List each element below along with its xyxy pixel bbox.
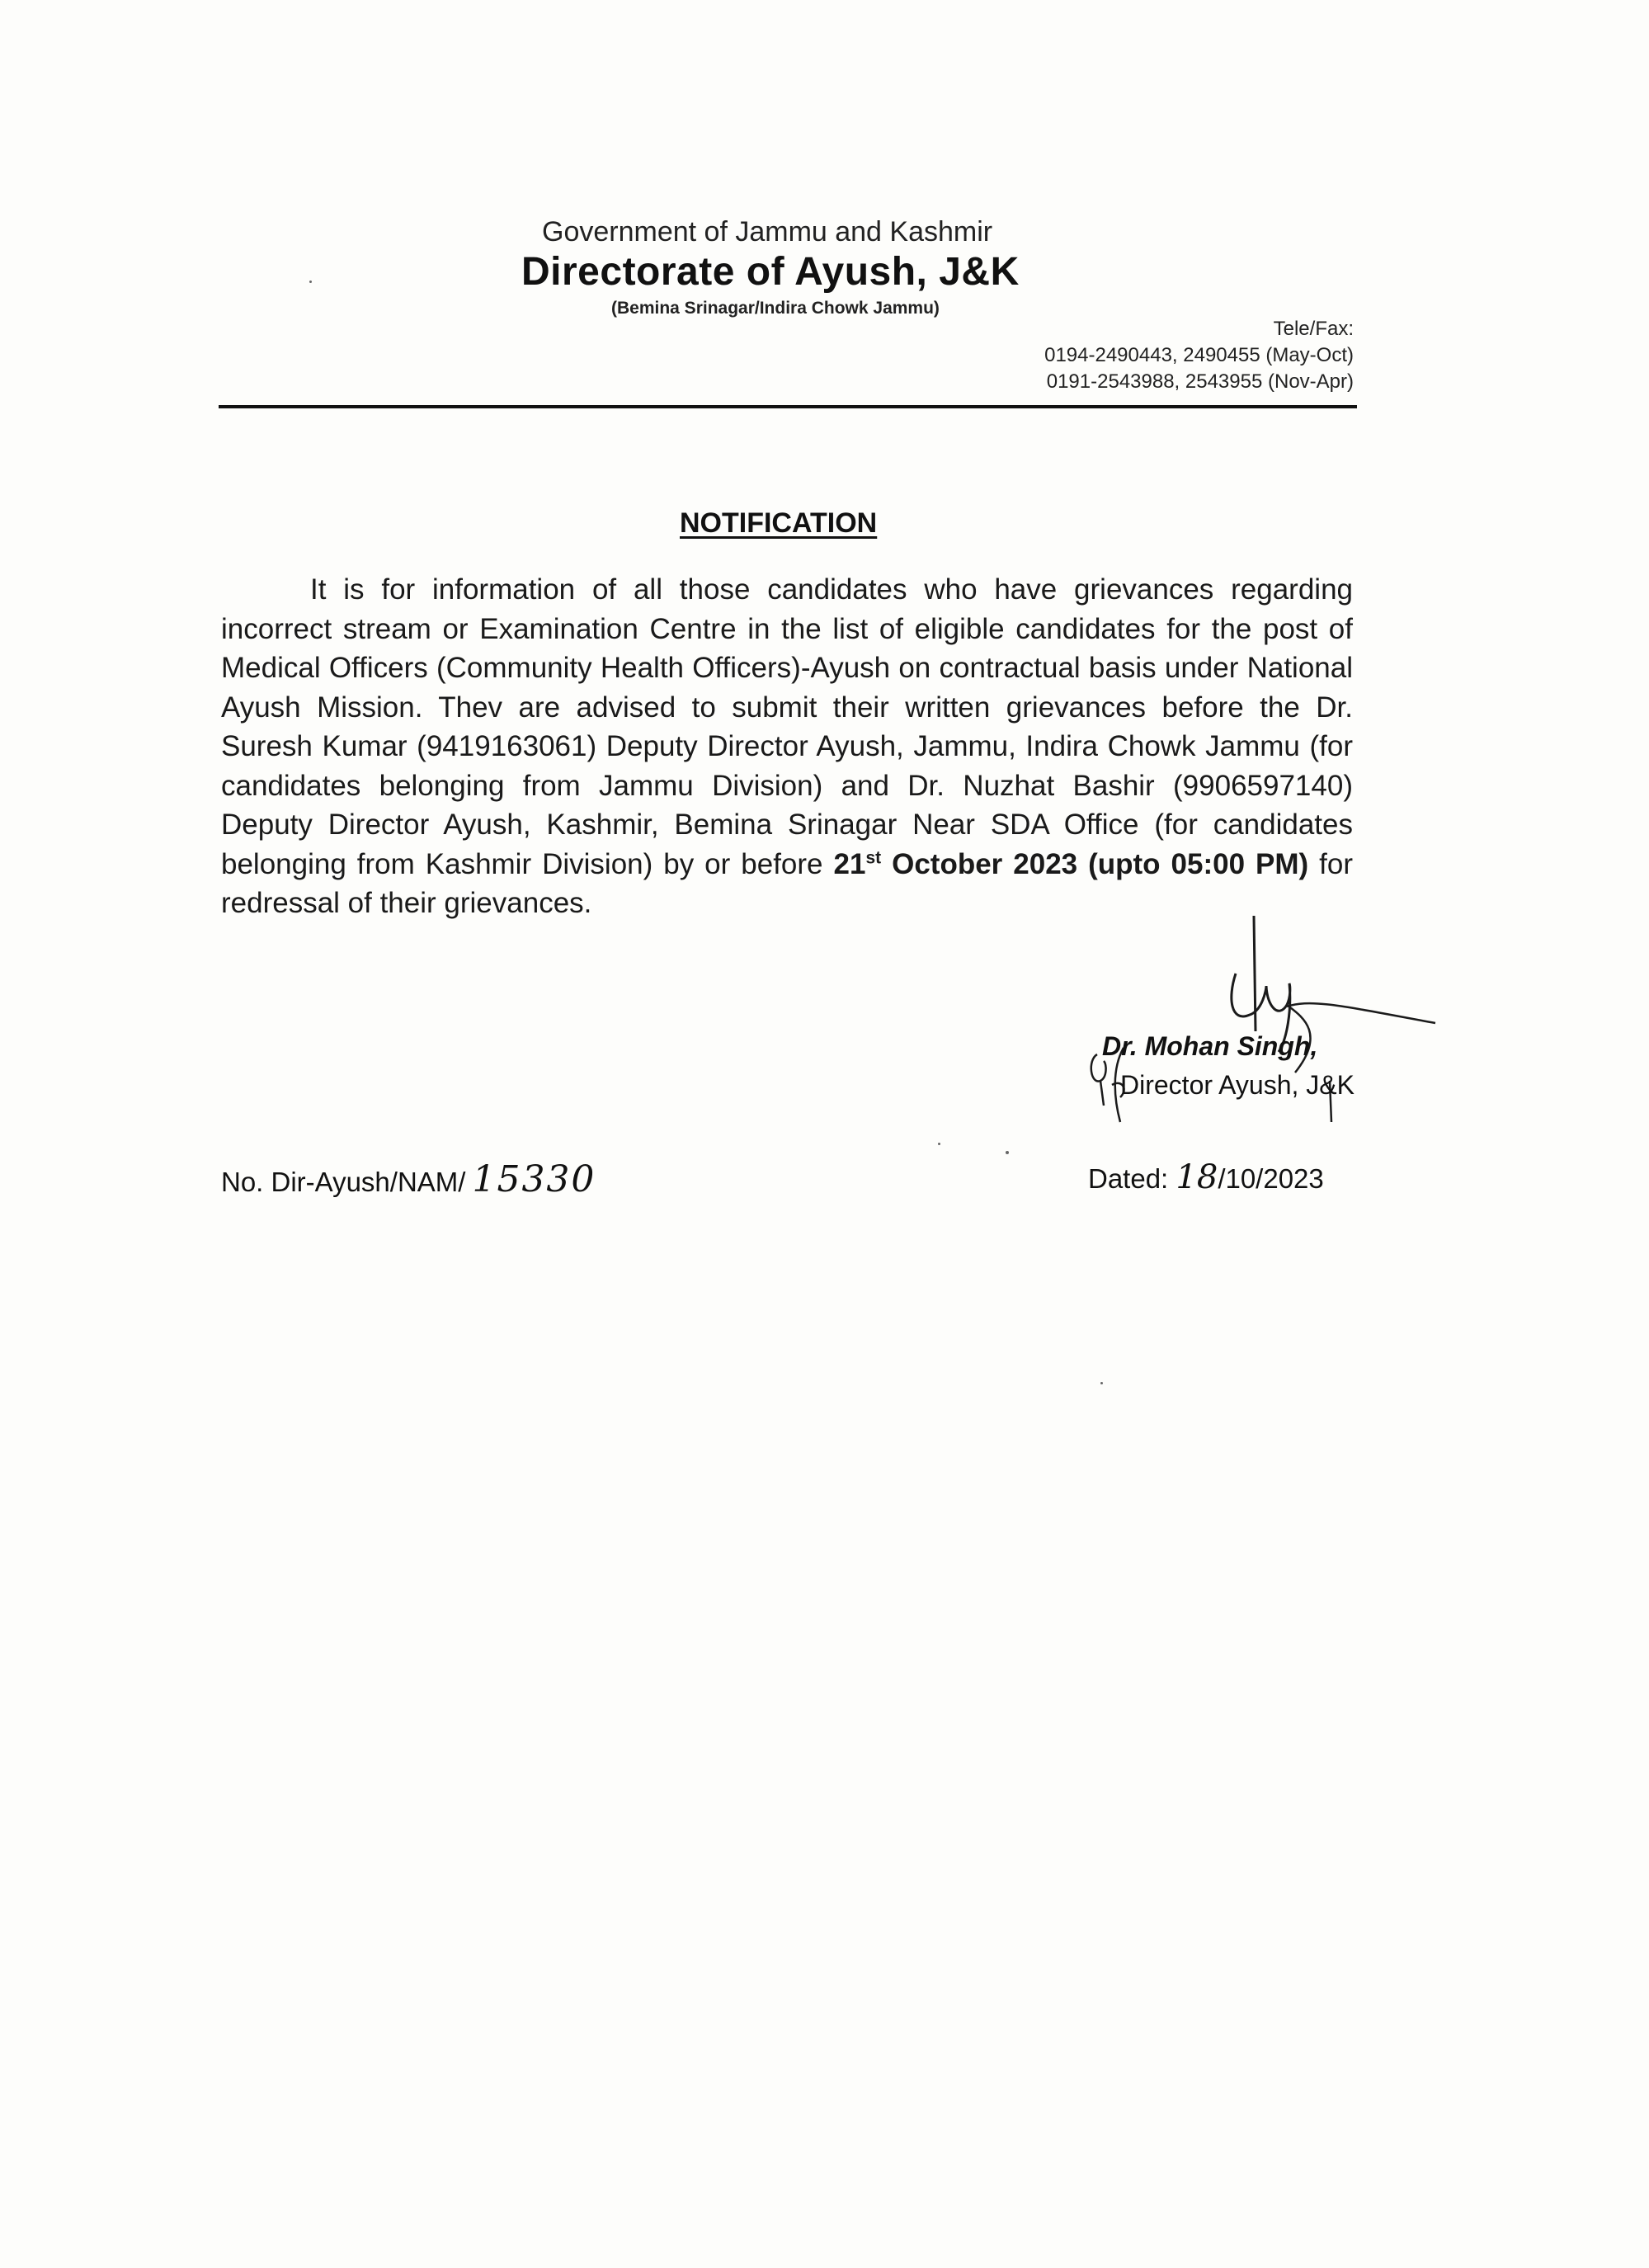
date-month-year: /10/2023 [1218,1163,1324,1194]
signatory-name: Dr. Mohan Singh, [1102,1031,1318,1061]
notice-body [221,570,1353,923]
deadline-time: (upto 05:00 PM) [1088,847,1309,880]
deadline-month-year: October 2023 [881,847,1078,880]
tele-fax-block [1044,316,1354,395]
deadline-day: 21 [833,847,866,880]
directorate-address: (Bemina Srinagar/Indira Chowk Jammu) [611,299,940,318]
scan-speck [938,1143,940,1145]
tele-fax-label: Tele/Fax: [1273,318,1354,340]
scan-speck [1100,1382,1103,1384]
government-name: Government of Jammu and Kashmir [542,216,993,248]
notice-heading: NOTIFICATION [680,507,878,539]
directorate-title: Directorate of Ayush, J&K [521,250,1020,294]
signatory-title: Director Ayush, J&K [1120,1070,1355,1100]
tele-fax-line-1: 0194-2490443, 2490455 (May-Oct) [1044,344,1354,366]
reference-handwritten-number: 15330 [472,1158,596,1200]
notice-body-part-1: It is for information of all those candidates who have grievances regarding incorrect stream or Examination Centre in the list of eligible candidates for the post of Medical Officers (Community Health Officers)-Ayush on contractual basis under National Ayush Mission. Thev are advised to submit their written grievances before the Dr. Suresh Kumar (9419163061) Deputy Director Ayush, Jammu, Indira Chowk Jammu (for candidates belonging from Jammu Division) and Dr. Nuzhat Bashir (9906597140) Deputy Director Ayush, Kashmir, Bemina Srinagar Near SDA Office (for candidates belonging from Kashmir Division) by or before [221,573,1353,880]
scan-speck [1006,1151,1009,1154]
reference-number [221,1158,596,1200]
issue-date [1088,1158,1324,1196]
header-divider [219,405,1357,408]
date-handwritten-day: 18 [1176,1158,1218,1196]
reference-label: No. Dir-Ayush/NAM/ [221,1167,466,1197]
notice-body-part-2: for redressal of their grievances. [221,847,1354,919]
date-label: Dated: [1088,1163,1176,1194]
deadline-date [834,848,1078,880]
scan-speck [309,281,312,283]
deadline-ordinal: st [865,847,882,867]
tele-fax-line-2: 0191-2543988, 2543955 (Nov-Apr) [1046,370,1354,393]
